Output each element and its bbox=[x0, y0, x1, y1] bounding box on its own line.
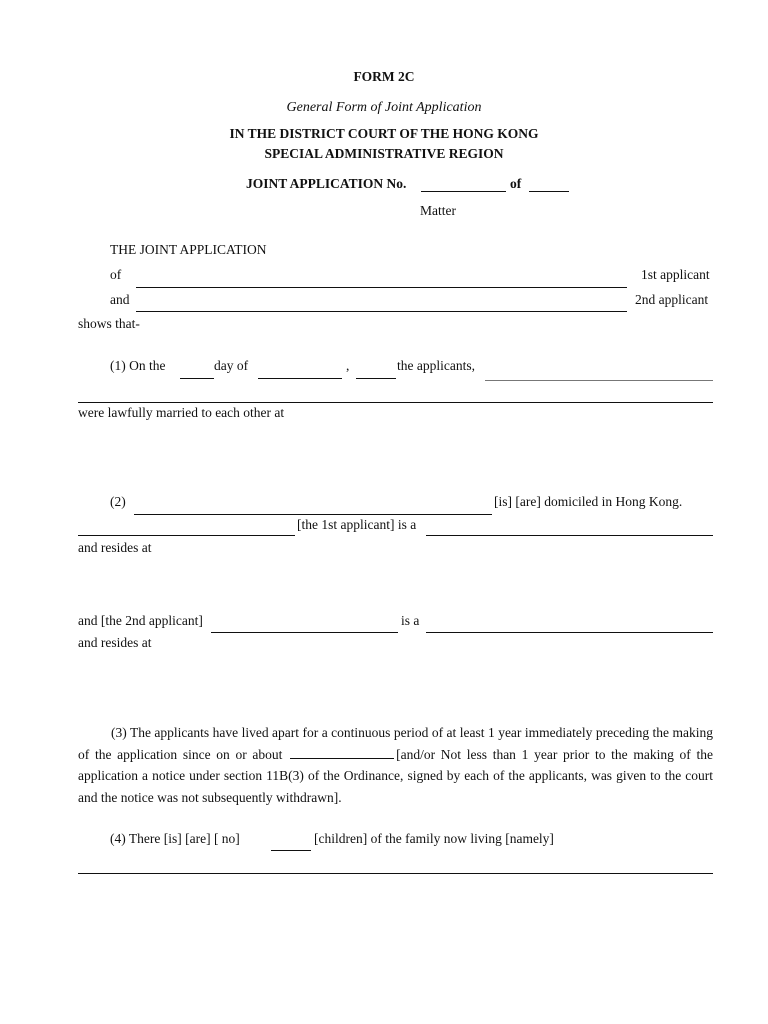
second-applicant-label: 2nd applicant bbox=[635, 292, 709, 307]
shows-that-label: shows that- bbox=[78, 316, 140, 331]
children-count-blank[interactable] bbox=[271, 850, 311, 851]
form-number: FORM 2C bbox=[353, 69, 415, 84]
para1-on-the: (1) On the bbox=[110, 358, 166, 373]
second-applicant-occupation-blank[interactable] bbox=[426, 632, 713, 633]
para1-day-of: day of bbox=[214, 358, 249, 373]
para2-number: (2) bbox=[110, 494, 126, 509]
para3-part2: [and/or Not less than 1 year prior to the making of the application a notice under section 11B(3) of the Ordinance, signed by each of the applicants, was given to the court and the notice was not subsequently withdrawn]. bbox=[78, 746, 713, 805]
court-title-line1: IN THE DISTRICT COURT OF THE HONG KONG bbox=[229, 126, 539, 141]
para2-domiciled: [is] [are] domiciled in Hong Kong. bbox=[494, 494, 683, 509]
marriage-day-blank[interactable] bbox=[180, 378, 214, 379]
para4-children: [children] of the family now living [namely] bbox=[314, 831, 554, 846]
children-names-blank[interactable] bbox=[78, 873, 713, 874]
first-resides-at-label: and resides at bbox=[78, 540, 152, 555]
form-subtitle: General Form of Joint Application bbox=[286, 100, 482, 115]
para1-the-applicants: the applicants, bbox=[397, 358, 475, 373]
court-title-line2: SPECIAL ADMINISTRATIVE REGION bbox=[264, 146, 504, 161]
first-applicant-occupation-blank[interactable] bbox=[426, 535, 713, 536]
first-applicant-occupation-prefix-blank[interactable] bbox=[78, 535, 295, 536]
application-year-of-label: of bbox=[510, 176, 522, 191]
domiciled-persons-blank[interactable] bbox=[134, 514, 492, 515]
matter-label: Matter bbox=[420, 203, 456, 218]
applicants-names-blank[interactable] bbox=[485, 380, 713, 381]
para3-text bbox=[78, 722, 713, 808]
para3-part1: (3) The applicants have lived apart for a continuous period of at least 1 year immediately preceding the making of the application since on or about bbox=[78, 725, 713, 762]
marriage-year-blank[interactable] bbox=[356, 378, 396, 379]
para2-is-a: is a bbox=[401, 613, 420, 628]
para1-comma: , bbox=[346, 358, 350, 373]
para2-first-is-a: [the 1st applicant] is a bbox=[297, 517, 417, 532]
joint-application-number-label: JOINT APPLICATION No. bbox=[246, 176, 407, 191]
first-applicant-label: 1st applicant bbox=[641, 267, 710, 282]
application-year-blank[interactable] bbox=[529, 191, 569, 192]
second-applicant-name-blank[interactable] bbox=[136, 311, 627, 312]
of-label: of bbox=[110, 267, 122, 282]
para2-second-applicant: and [the 2nd applicant] bbox=[78, 613, 203, 628]
marriage-month-blank[interactable] bbox=[258, 378, 342, 379]
second-applicant-blank[interactable] bbox=[211, 632, 398, 633]
para1-married-at: were lawfully married to each other at bbox=[78, 405, 285, 420]
first-applicant-name-blank[interactable] bbox=[136, 287, 627, 288]
application-number-blank[interactable] bbox=[421, 191, 506, 192]
applicants-names-continued-blank[interactable] bbox=[78, 402, 713, 403]
para4-lead: (4) There [is] [are] [ no] bbox=[110, 831, 240, 846]
joint-application-heading: THE JOINT APPLICATION bbox=[110, 242, 267, 257]
and-label: and bbox=[110, 292, 130, 307]
second-resides-at-label: and resides at bbox=[78, 635, 152, 650]
separation-date-blank[interactable] bbox=[290, 757, 394, 759]
